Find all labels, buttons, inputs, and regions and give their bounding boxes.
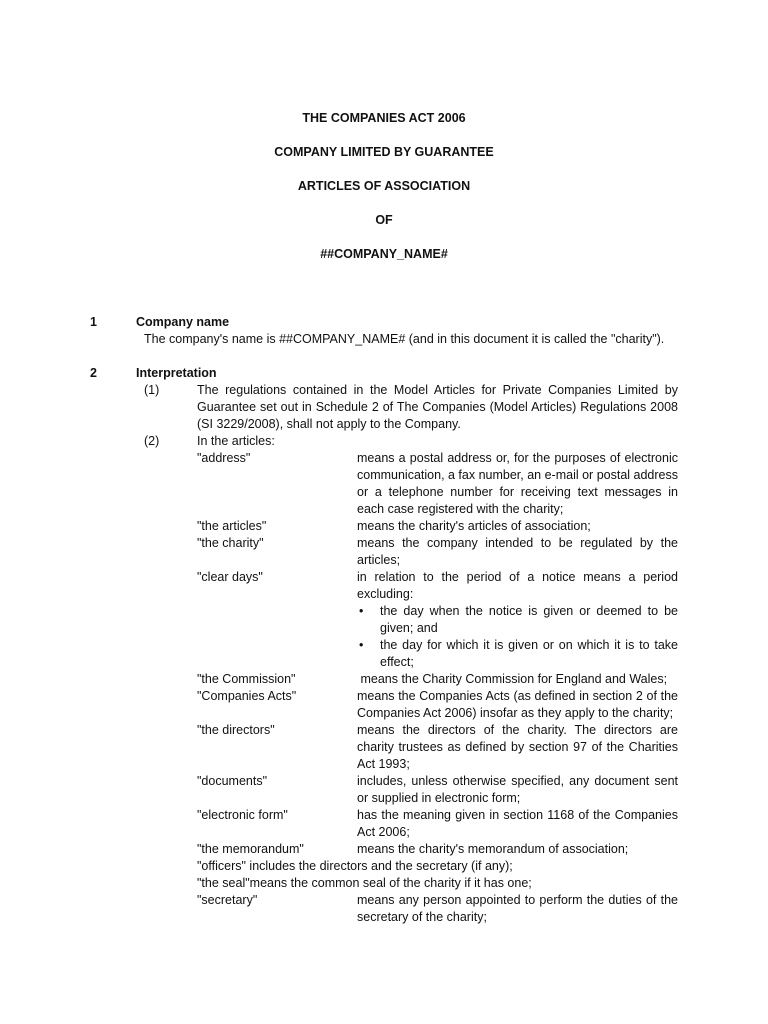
- bullet-icon: •: [359, 638, 364, 652]
- definition-term: "secretary": [197, 893, 258, 907]
- definition-meaning: in relation to the period of a notice means a period excluding:: [357, 570, 678, 601]
- company-type-title: COMPANY LIMITED BY GUARANTEE: [274, 145, 494, 159]
- bullet-text: the day for which it is given or on which it is to take effect;: [380, 638, 678, 669]
- definition-meaning: means the Companies Acts (as defined in section 2 of the Companies Act 2006) insofar as they apply to the charity;: [357, 689, 678, 720]
- definition-meaning: has the meaning given in section 1168 of the Companies Act 2006;: [357, 808, 678, 839]
- definition-term: "documents": [197, 774, 268, 788]
- section-1-heading: Company name: [136, 315, 230, 329]
- definition-term: "the Commission": [197, 672, 296, 686]
- section-1-number: 1: [90, 315, 97, 329]
- definition-officers: "officers" includes the directors and the secretary (if any);: [197, 859, 513, 873]
- bullet-icon: •: [359, 604, 364, 618]
- definition-meaning: includes, unless otherwise specified, any document sent or supplied in electronic form;: [357, 774, 678, 805]
- definition-meaning: means any person appointed to perform the duties of the secretary of the charity;: [357, 893, 678, 924]
- definition-meaning-block: [357, 569, 678, 671]
- definition-term: "clear days": [197, 570, 263, 584]
- definition-term: "Companies Acts": [197, 689, 297, 703]
- definition-meaning: means a postal address or, for the purposes of electronic communication, a fax number, an e-mail or postal address or a telephone number for receiving text messages in each case registered with the charity;: [357, 451, 678, 516]
- act-title: THE COMPANIES ACT 2006: [302, 111, 466, 125]
- subclause-2-intro: In the articles:: [197, 434, 275, 448]
- definition-term: "electronic form": [197, 808, 288, 822]
- articles-title: ARTICLES OF ASSOCIATION: [297, 179, 471, 193]
- definition-term: "the articles": [197, 519, 267, 533]
- definition-term: "the memorandum": [197, 842, 304, 856]
- subclause-2-number: (2): [144, 434, 160, 448]
- section-1-text: The company's name is ##COMPANY_NAME# (and in this document it is called the "charity").: [144, 332, 665, 346]
- definition-meaning: means the Charity Commission for England and Wales;: [357, 672, 668, 686]
- definition-meaning: means the charity's memorandum of association;: [357, 842, 629, 856]
- of-title: OF: [375, 213, 393, 227]
- definition-term: "address": [197, 451, 251, 465]
- definition-term: "the directors": [197, 723, 275, 737]
- company-name-title: ##COMPANY_NAME#: [320, 247, 448, 261]
- bullet-item: [357, 637, 678, 671]
- section-2-number: 2: [90, 366, 97, 380]
- clear-days-bullet-list: [357, 603, 678, 671]
- subclause-1-number: (1): [144, 383, 160, 397]
- bullet-text: the day when the notice is given or deemed to be given; and: [380, 604, 678, 635]
- subclause-1-text: The regulations contained in the Model Articles for Private Companies Limited by Guarantee set out in Schedule 2 of The Companies (Model Articles) Regulations 2008 (SI 3229/2008), shall not apply to the Company.: [197, 383, 678, 431]
- section-2-heading: Interpretation: [136, 366, 217, 380]
- definition-meaning: means the charity's articles of association;: [357, 519, 591, 533]
- definition-meaning: means the company intended to be regulated by the articles;: [357, 536, 678, 567]
- definition-term: "the charity": [197, 536, 264, 550]
- definition-seal: "the seal"means the common seal of the charity if it has one;: [197, 876, 532, 890]
- bullet-item: [357, 603, 678, 637]
- definition-meaning: means the directors of the charity. The directors are charity trustees as defined by section 97 of the Charities Act 1993;: [357, 723, 678, 771]
